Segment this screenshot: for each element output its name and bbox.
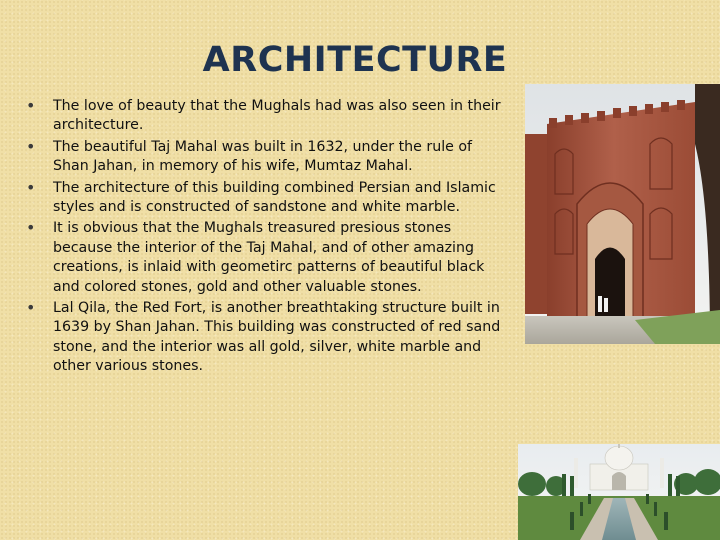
bullet-list (26, 97, 504, 379)
bullet-item (26, 299, 504, 377)
bullet-item (26, 179, 504, 218)
bullet-icon: • (26, 136, 36, 156)
slide-title: ARCHITECTURE (202, 40, 508, 80)
bullet-item (26, 138, 504, 177)
bullet-text: The beautiful Taj Mahal was built in 1632, under the rule of Shan Jahan, in memory of his wife, Mumtaz Mahal. (53, 138, 473, 175)
bullet-text: The architecture of this building combined Persian and Islamic styles and is constructed of sandstone and white marble. (53, 179, 496, 216)
bullet-icon: • (26, 177, 36, 197)
bullet-icon: • (26, 218, 36, 238)
bullet-text: The love of beauty that the Mughals had was also seen in their architecture. (53, 98, 501, 134)
bullet-text: It is obvious that the Mughals treasured presious stones because the interior of the Taj Mahal, and of other amazing creations, is inlaid with geometirc patterns of beautiful black and colored stones, gold and other valuable stones. (53, 220, 485, 295)
taj-mahal-photo (518, 444, 720, 540)
bullet-item (26, 219, 504, 297)
bullet-icon: • (26, 298, 36, 318)
red-fort-photo (525, 84, 720, 344)
bullet-text: Lal Qila, the Red Fort, is another breathtaking structure built in 1639 by Shan Jahan. This building was constructed of red sand stone, and the interior was all gold, silver, white marble and other various stones. (53, 300, 501, 375)
bullet-icon: • (26, 96, 36, 115)
bullet-item (26, 97, 504, 136)
